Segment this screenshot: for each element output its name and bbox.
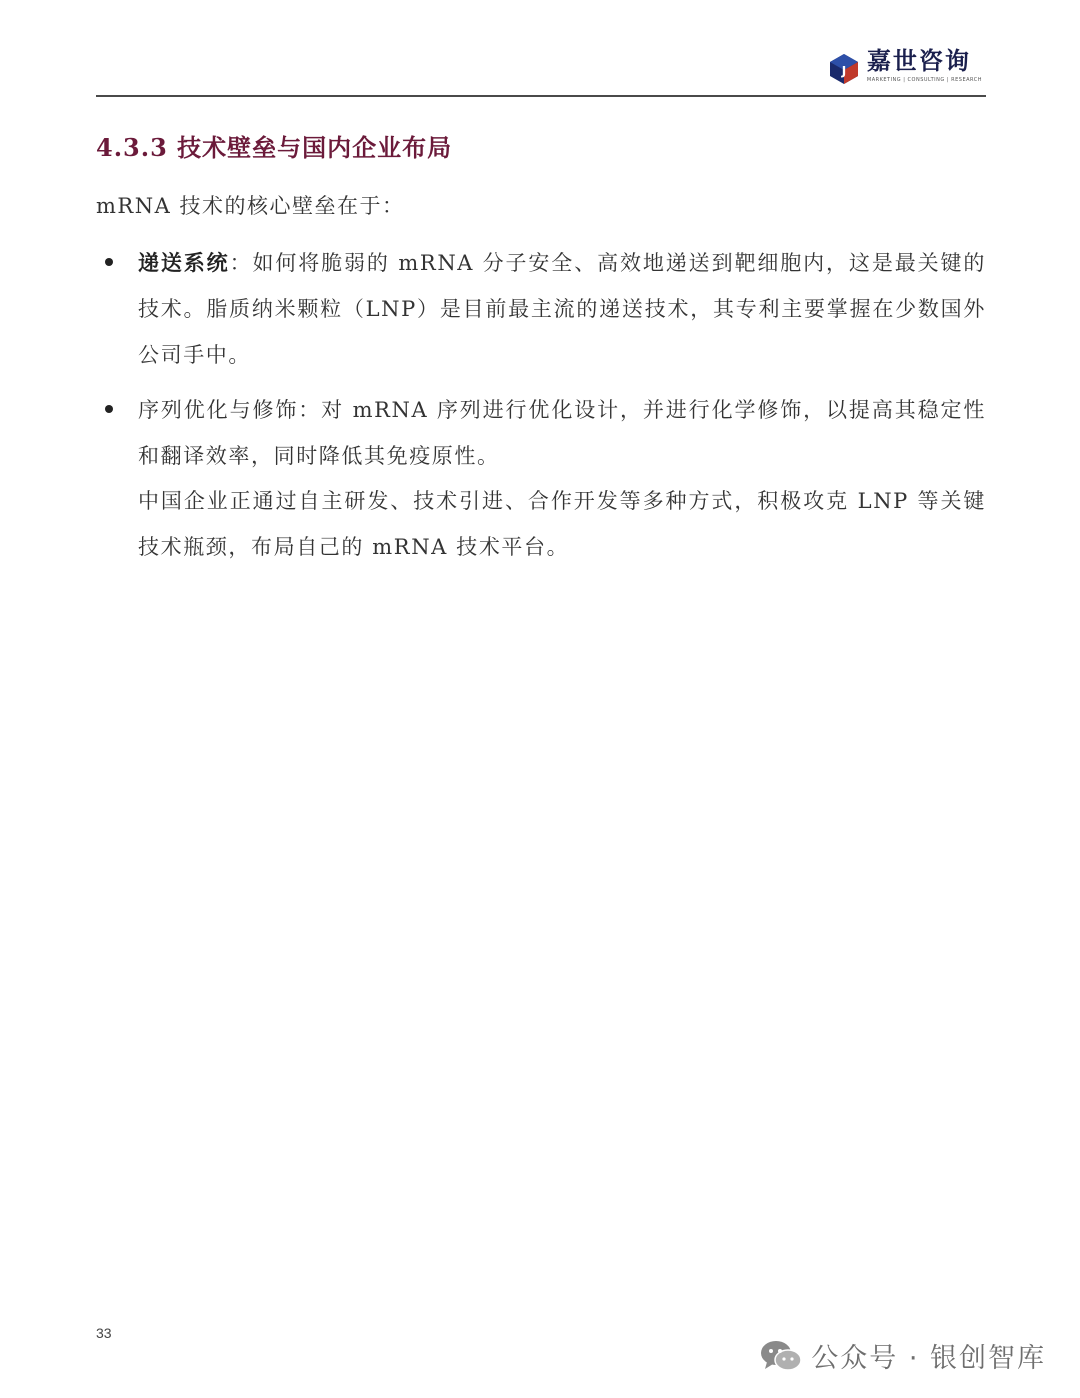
brand-tagline: MARKETING | CONSULTING | RESEARCH bbox=[866, 77, 982, 83]
list-item-term: 序列优化与修饰 bbox=[138, 398, 299, 422]
list-item-term: 递送系统 bbox=[138, 250, 230, 275]
brand-name: 嘉世咨询 bbox=[866, 47, 971, 75]
list-item bbox=[96, 240, 986, 378]
watermark bbox=[759, 1336, 1046, 1375]
page-number: 33 bbox=[96, 1325, 112, 1341]
bullet-dot bbox=[105, 405, 113, 413]
brand-logo-icon bbox=[827, 52, 861, 86]
intro-text: mRNA 技术的核心壁垒在于： bbox=[96, 194, 405, 218]
page-header bbox=[96, 42, 986, 98]
list-item-text: ：对 mRNA 序列进行优化设计，并进行化学修饰，以提高其稳定性和翻译效率，同时降低其免疫原性。 bbox=[138, 398, 986, 468]
svg-text:J: J bbox=[841, 64, 847, 78]
list-item-text: ：如何将脆弱的 mRNA 分子安全、高效地递送到靶细胞内，这是最关键的技术。脂质纳米颗粒（LNP）是目前最主流的递送技术，其专利主要掌握在少数国外公司手中。 bbox=[138, 251, 986, 367]
watermark-text: 公众号 · 银创智库 bbox=[811, 1343, 1046, 1374]
list-item-body bbox=[138, 240, 986, 378]
section-title: 4.3.3 技术壁垒与国内企业布局 bbox=[96, 133, 453, 162]
list-item-body bbox=[138, 387, 986, 479]
header-divider bbox=[96, 95, 986, 97]
bullet-dot bbox=[105, 258, 113, 266]
body-paragraph: 中国企业正通过自主研发、技术引进、合作开发等多种方式，积极攻克 LNP 等关键技术瓶颈，布局自己的 mRNA 技术平台。 bbox=[138, 489, 986, 559]
list-item bbox=[96, 387, 986, 479]
brand-logo bbox=[827, 46, 982, 86]
wechat-icon bbox=[759, 1338, 803, 1374]
